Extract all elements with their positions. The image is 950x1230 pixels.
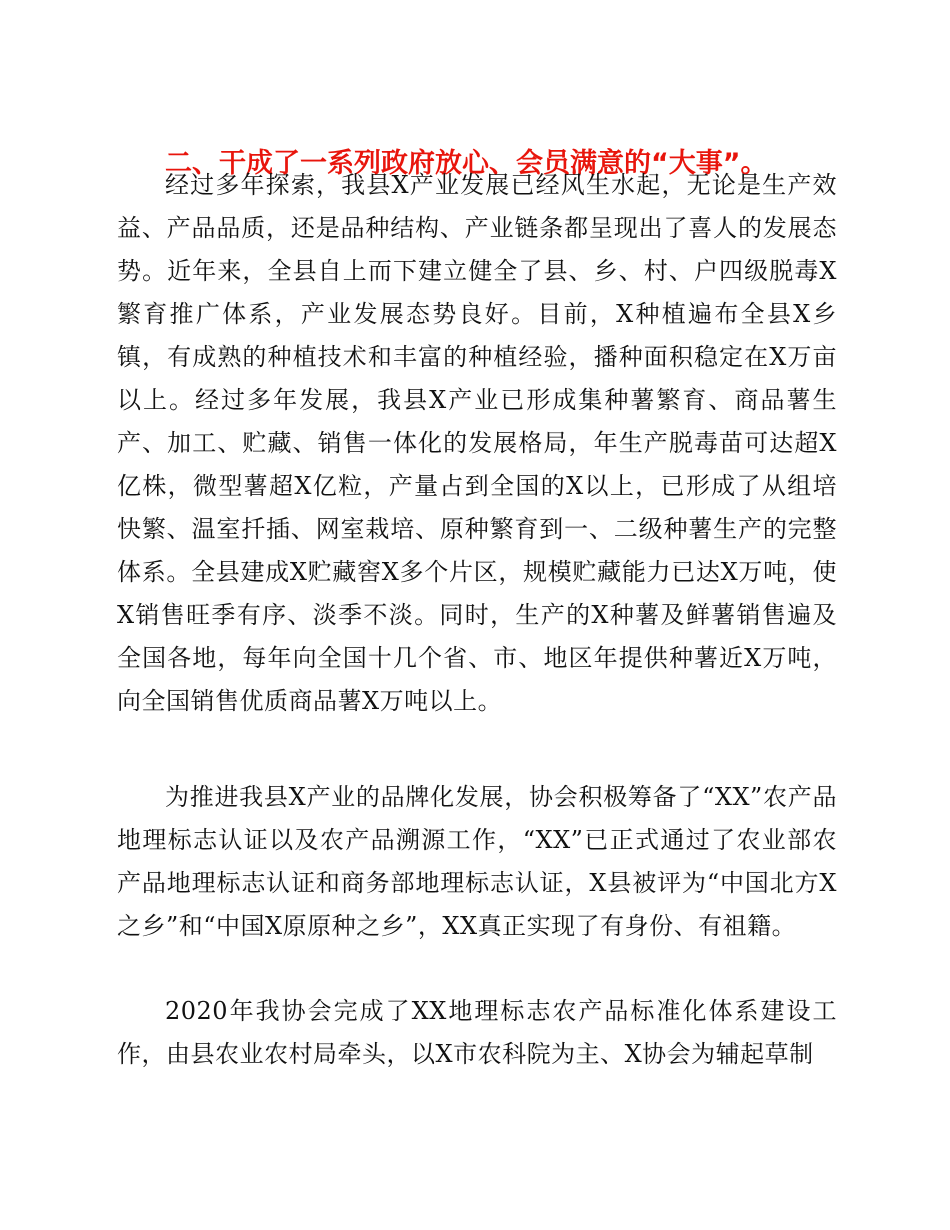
paragraph-brand-certification: 为推进我县X产业的品牌化发展，协会积极筹备了“XX”农产品地理标志认证以及农产品溯源工作，“XX”已正式通过了农业部农产品地理标志认证和商务部地理标志认证，X县被评为“中国北方X之乡”和“中国X原原种之乡”，XX真正实现了有身份、有祖籍。 [117, 783, 837, 940]
paragraph-standardization: 2020年我协会完成了XX地理标志农产品标准化体系建设工作，由县农业农村局牵头，以X市农科院为主、X协会为辅起草制 [117, 997, 837, 1068]
paragraph-industry-development: 经过多年探索，我县X产业发展已经风生水起，无论是生产效益、产品品质，还是品种结构、产业链条都呈现出了喜人的发展态势。近年来，全县自上而下建立健全了县、乡、村、户四级脱毒X繁育推广体系，产业发展态势良好。目前，X种植遍布全县X乡镇，有成熟的种植技术和丰富的种植经验，播种面积稳定在X万亩以上。经过多年发展，我县X产业已形成集种薯繁育、商品薯生产、加工、贮藏、销售一体化的发展格局，年生产脱毒苗可达超X亿株，微型薯超X亿粒，产量占到全国的X以上，已形成了从组培快繁、温室扦插、网室栽培、原种繁育到一、二级种薯生产的完整体系。全县建成X贮藏窖X多个片区，规模贮藏能力已达X万吨，使X销售旺季有序、淡季不淡。同时，生产的X种薯及鲜薯销售遍及全国各地，每年向全国十几个省、市、地区年提供种薯近X万吨，向全国销售优质商品薯X万吨以上。 [117, 171, 837, 715]
section-heading: 二、干成了一系列政府放心、会员满意的“大事”。 [165, 148, 768, 179]
